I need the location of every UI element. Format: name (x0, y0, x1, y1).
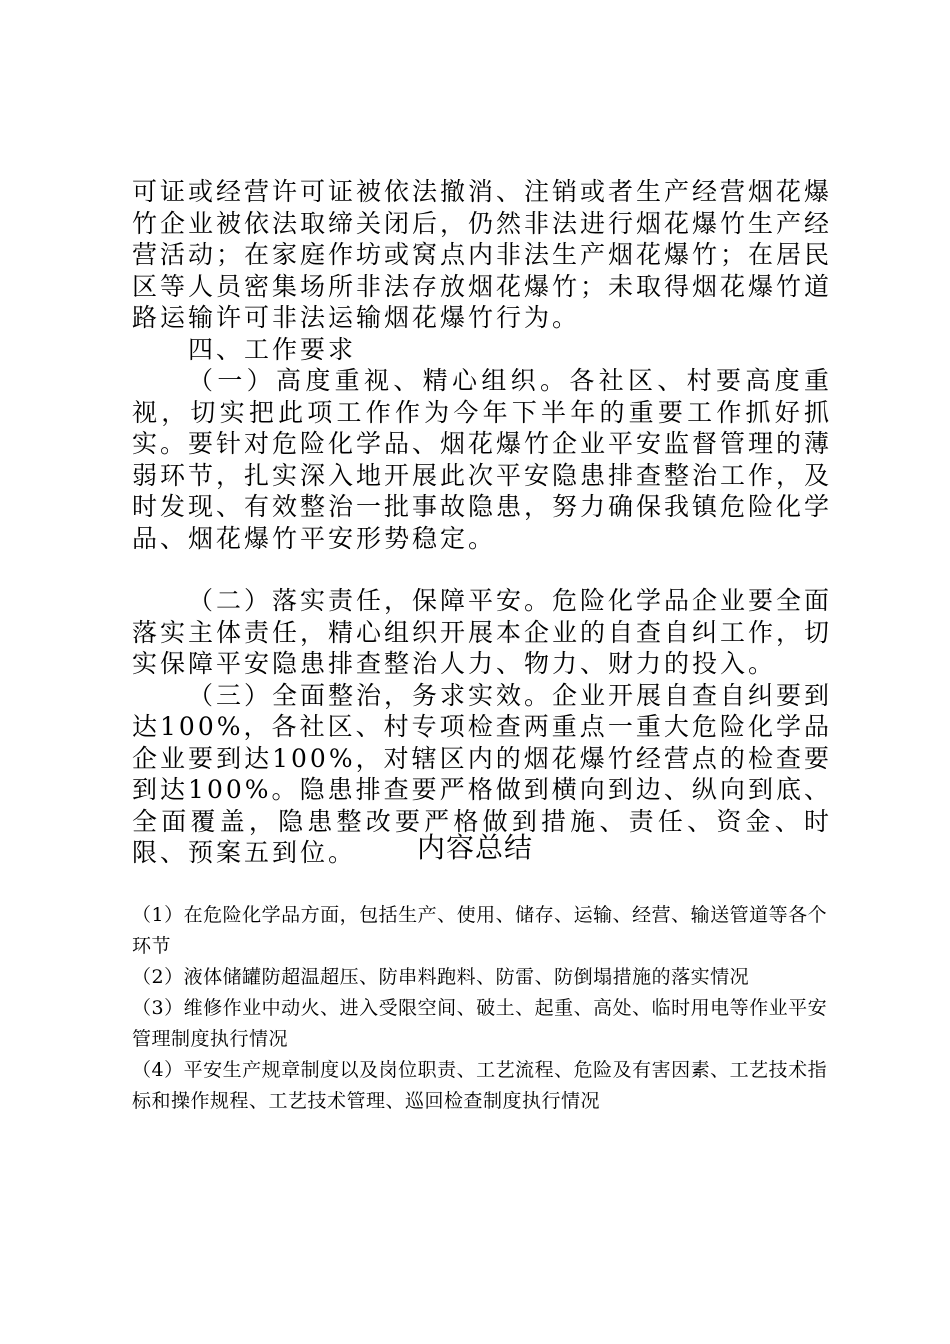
summary-list (132, 900, 828, 1117)
requirement-1: （一）高度重视、精心组织。各社区、村要高度重视，切实把此项工作作为今年下半年的重要工作抓好抓实。要针对危险化学品、烟花爆竹企业平安监督管理的薄弱环节，扎实深入地开展此次平安隐患排查整治工作，及时发现、有效整治一批事故隐患，努力确保我镇危险化学品、烟花爆竹平安形势稳定。 (132, 366, 833, 553)
summary-item-3: （3）维修作业中动火、进入受限空间、破土、起重、高处、临时用电等作业平安管理制度执行情况 (132, 997, 828, 1050)
summary-title: 内容总结 (416, 831, 533, 864)
document-body (132, 176, 832, 869)
requirement-3: （三）全面整治，务求实效。企业开展自查自纠要到达100%，各社区、村专项检查两重点一重大危险化学品企业要到达100%，对辖区内的烟花爆竹经营点的检查要到达100%。隐患排查要严格做到横向到边、纵向到底、全面覆盖，隐患整改要严格做到措施、责任、资金、时限、预案五到位。 (132, 680, 833, 867)
summary-item-2: （2）液体储罐防超温超压、防串料跑料、防雷、防倒塌措施的落实情况 (132, 966, 750, 988)
summary-item-1: （1）在危险化学品方面，包括生产、使用、储存、运输、经营、输送管道等各个环节 (132, 904, 828, 957)
requirement-2: （二）落实责任，保障平安。危险化学品企业要全面落实主体责任，精心组织开展本企业的自查自纠工作，切实保障平安隐患排查整治人力、物力、财力的投入。 (132, 586, 833, 678)
summary-item-4: （4）平安生产规章制度以及岗位职责、工艺流程、危险及有害因素、工艺技术指标和操作规程、工艺技术管理、巡回检查制度执行情况 (132, 1059, 828, 1112)
paragraph-spacer (132, 554, 832, 585)
section-heading-work-requirements: 四、工作要求 (188, 334, 357, 364)
paragraph-illegal-activities: 可证或经营许可证被依法撤消、注销或者生产经营烟花爆竹企业被依法取缔关闭后，仍然非法进行烟花爆竹生产经营活动；在家庭作坊或窝点内非法生产烟花爆竹；在居民区等人员密集场所非法存放烟花爆竹；未取得烟花爆竹道路运输许可非法运输烟花爆竹行为。 (132, 177, 833, 332)
